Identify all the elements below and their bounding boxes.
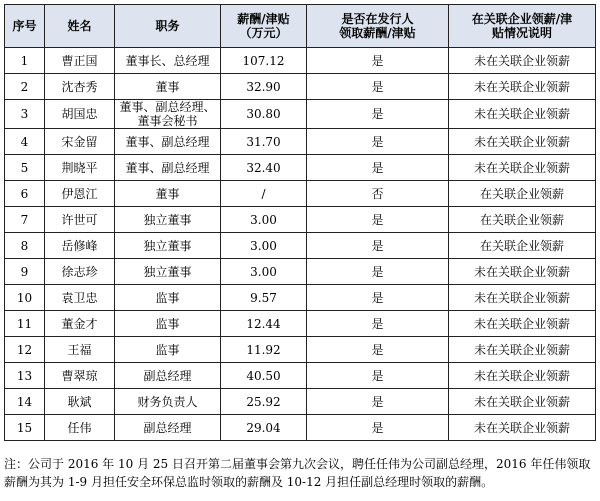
cell-note: 未在关联企业领薪 [449, 100, 596, 129]
header-note-line2: 贴情况说明 [491, 26, 552, 40]
cell-paid: 否 [307, 181, 449, 207]
cell-name: 胡国忠 [45, 100, 115, 129]
cell-salary: 29.04 [221, 415, 307, 441]
position-line: 监事 [155, 316, 180, 331]
cell-position [115, 207, 221, 233]
cell-no: 13 [5, 363, 45, 389]
table-row [5, 337, 596, 363]
cell-paid: 是 [307, 259, 449, 285]
table-row [5, 233, 596, 259]
cell-paid: 是 [307, 311, 449, 337]
cell-salary: / [221, 181, 307, 207]
cell-salary: 107.12 [221, 48, 307, 74]
cell-no: 7 [5, 207, 45, 233]
position-line: 董事、副总经理 [125, 160, 210, 175]
cell-note: 在关联企业领薪 [449, 233, 596, 259]
position-line: 董事会秘书 [137, 114, 198, 128]
position-line: 财务负责人 [137, 394, 198, 409]
header-paid-line2: 领取薪酬/津贴 [339, 26, 416, 40]
cell-name: 沈杏秀 [45, 74, 115, 100]
cell-paid: 是 [307, 337, 449, 363]
cell-position [115, 415, 221, 441]
cell-note: 在关联企业领薪 [449, 181, 596, 207]
cell-salary: 3.00 [221, 207, 307, 233]
cell-name: 岳修峰 [45, 233, 115, 259]
cell-note: 未在关联企业领薪 [449, 155, 596, 181]
cell-name: 曹正国 [45, 48, 115, 74]
header-salary-line: 薪酬/津贴 [237, 12, 290, 26]
cell-paid: 是 [307, 207, 449, 233]
table-row [5, 389, 596, 415]
cell-name: 袁卫忠 [45, 285, 115, 311]
cell-salary: 31.70 [221, 129, 307, 155]
cell-salary: 9.57 [221, 285, 307, 311]
header-salary-unit: （万元） [239, 26, 288, 40]
position-line: 董事长、总经理 [125, 53, 210, 68]
cell-name: 任伟 [45, 415, 115, 441]
table-row [5, 129, 596, 155]
cell-paid: 是 [307, 363, 449, 389]
cell-position [115, 129, 221, 155]
cell-no: 4 [5, 129, 45, 155]
table-row [5, 155, 596, 181]
cell-position [115, 259, 221, 285]
cell-name: 王福 [45, 337, 115, 363]
cell-paid: 是 [307, 415, 449, 441]
cell-salary: 30.80 [221, 100, 307, 129]
cell-note: 未在关联企业领薪 [449, 311, 596, 337]
cell-paid: 是 [307, 129, 449, 155]
table-row [5, 181, 596, 207]
cell-position [115, 337, 221, 363]
cell-no: 10 [5, 285, 45, 311]
position-line: 副总经理 [143, 368, 192, 383]
cell-paid: 是 [307, 389, 449, 415]
cell-note: 未在关联企业领薪 [449, 337, 596, 363]
cell-note: 未在关联企业领薪 [449, 285, 596, 311]
position-line: 董事 [155, 186, 180, 201]
cell-salary: 25.92 [221, 389, 307, 415]
cell-note: 未在关联企业领薪 [449, 389, 596, 415]
table-row [5, 100, 596, 129]
cell-name: 宋金留 [45, 129, 115, 155]
cell-name: 曹翠琼 [45, 363, 115, 389]
cell-paid: 是 [307, 285, 449, 311]
cell-salary: 32.40 [221, 155, 307, 181]
position-line: 独立董事 [143, 238, 192, 253]
cell-no: 8 [5, 233, 45, 259]
cell-no: 11 [5, 311, 45, 337]
cell-name: 许世可 [45, 207, 115, 233]
cell-note: 未在关联企业领薪 [449, 259, 596, 285]
table-row [5, 363, 596, 389]
cell-note: 未在关联企业领薪 [449, 48, 596, 74]
position-line: 监事 [155, 342, 180, 357]
cell-paid: 是 [307, 74, 449, 100]
cell-no: 12 [5, 337, 45, 363]
cell-no: 14 [5, 389, 45, 415]
cell-position [115, 285, 221, 311]
table-row [5, 207, 596, 233]
cell-no: 1 [5, 48, 45, 74]
position-line: 独立董事 [143, 264, 192, 279]
header-salary [221, 5, 307, 48]
cell-no: 5 [5, 155, 45, 181]
footnote: 注：公司于 2016 年 10 月 25 日召开第二届董事会第九次会议，聘任任伟为公司副总经理，2016 年任伟领取薪酬为其为 1-9 月担任安全环保总监时领取的薪酬及 10-12 月担任副总经理时领取的薪酬。 [4, 457, 591, 489]
cell-position [115, 181, 221, 207]
cell-note: 未在关联企业领薪 [449, 129, 596, 155]
salary-table [4, 4, 596, 441]
header-note-line1: 在关联企业领薪/津 [471, 12, 573, 26]
position-line: 副总经理 [143, 420, 192, 435]
cell-no: 3 [5, 100, 45, 129]
cell-position [115, 155, 221, 181]
cell-no: 9 [5, 259, 45, 285]
cell-note: 在关联企业领薪 [449, 207, 596, 233]
table-row [5, 415, 596, 441]
cell-name: 伊恩江 [45, 181, 115, 207]
header-position: 职务 [115, 5, 221, 48]
position-line: 监事 [155, 290, 180, 305]
cell-paid: 是 [307, 100, 449, 129]
cell-position [115, 233, 221, 259]
cell-note: 未在关联企业领薪 [449, 363, 596, 389]
cell-salary: 32.90 [221, 74, 307, 100]
position-line: 董事、副总经理 [125, 134, 210, 149]
cell-name: 荆晓平 [45, 155, 115, 181]
cell-salary: 12.44 [221, 311, 307, 337]
cell-salary: 40.50 [221, 363, 307, 389]
cell-position [115, 74, 221, 100]
cell-position [115, 363, 221, 389]
cell-no: 6 [5, 181, 45, 207]
header-no: 序号 [5, 5, 45, 48]
cell-position [115, 311, 221, 337]
position-line: 董事、副总经理、 [119, 100, 216, 114]
table-row [5, 259, 596, 285]
cell-position [115, 389, 221, 415]
cell-note: 未在关联企业领薪 [449, 74, 596, 100]
header-paid-by-issuer [307, 5, 449, 48]
table-row [5, 311, 596, 337]
table-row [5, 74, 596, 100]
header-row [5, 5, 596, 48]
table-row [5, 48, 596, 74]
cell-salary: 3.00 [221, 259, 307, 285]
header-affiliate-note [449, 5, 596, 48]
cell-name: 徐志珍 [45, 259, 115, 285]
cell-paid: 是 [307, 233, 449, 259]
cell-name: 董金才 [45, 311, 115, 337]
cell-salary: 11.92 [221, 337, 307, 363]
cell-position [115, 48, 221, 74]
table-row [5, 285, 596, 311]
cell-paid: 是 [307, 155, 449, 181]
header-paid-line1: 是否在发行人 [341, 12, 414, 26]
position-line: 独立董事 [143, 212, 192, 227]
cell-note: 未在关联企业领薪 [449, 415, 596, 441]
cell-no: 15 [5, 415, 45, 441]
cell-paid: 是 [307, 48, 449, 74]
cell-no: 2 [5, 74, 45, 100]
header-name: 姓名 [45, 5, 115, 48]
cell-salary: 3.00 [221, 233, 307, 259]
cell-position [115, 100, 221, 129]
cell-name: 耿斌 [45, 389, 115, 415]
position-line: 董事 [155, 79, 180, 94]
